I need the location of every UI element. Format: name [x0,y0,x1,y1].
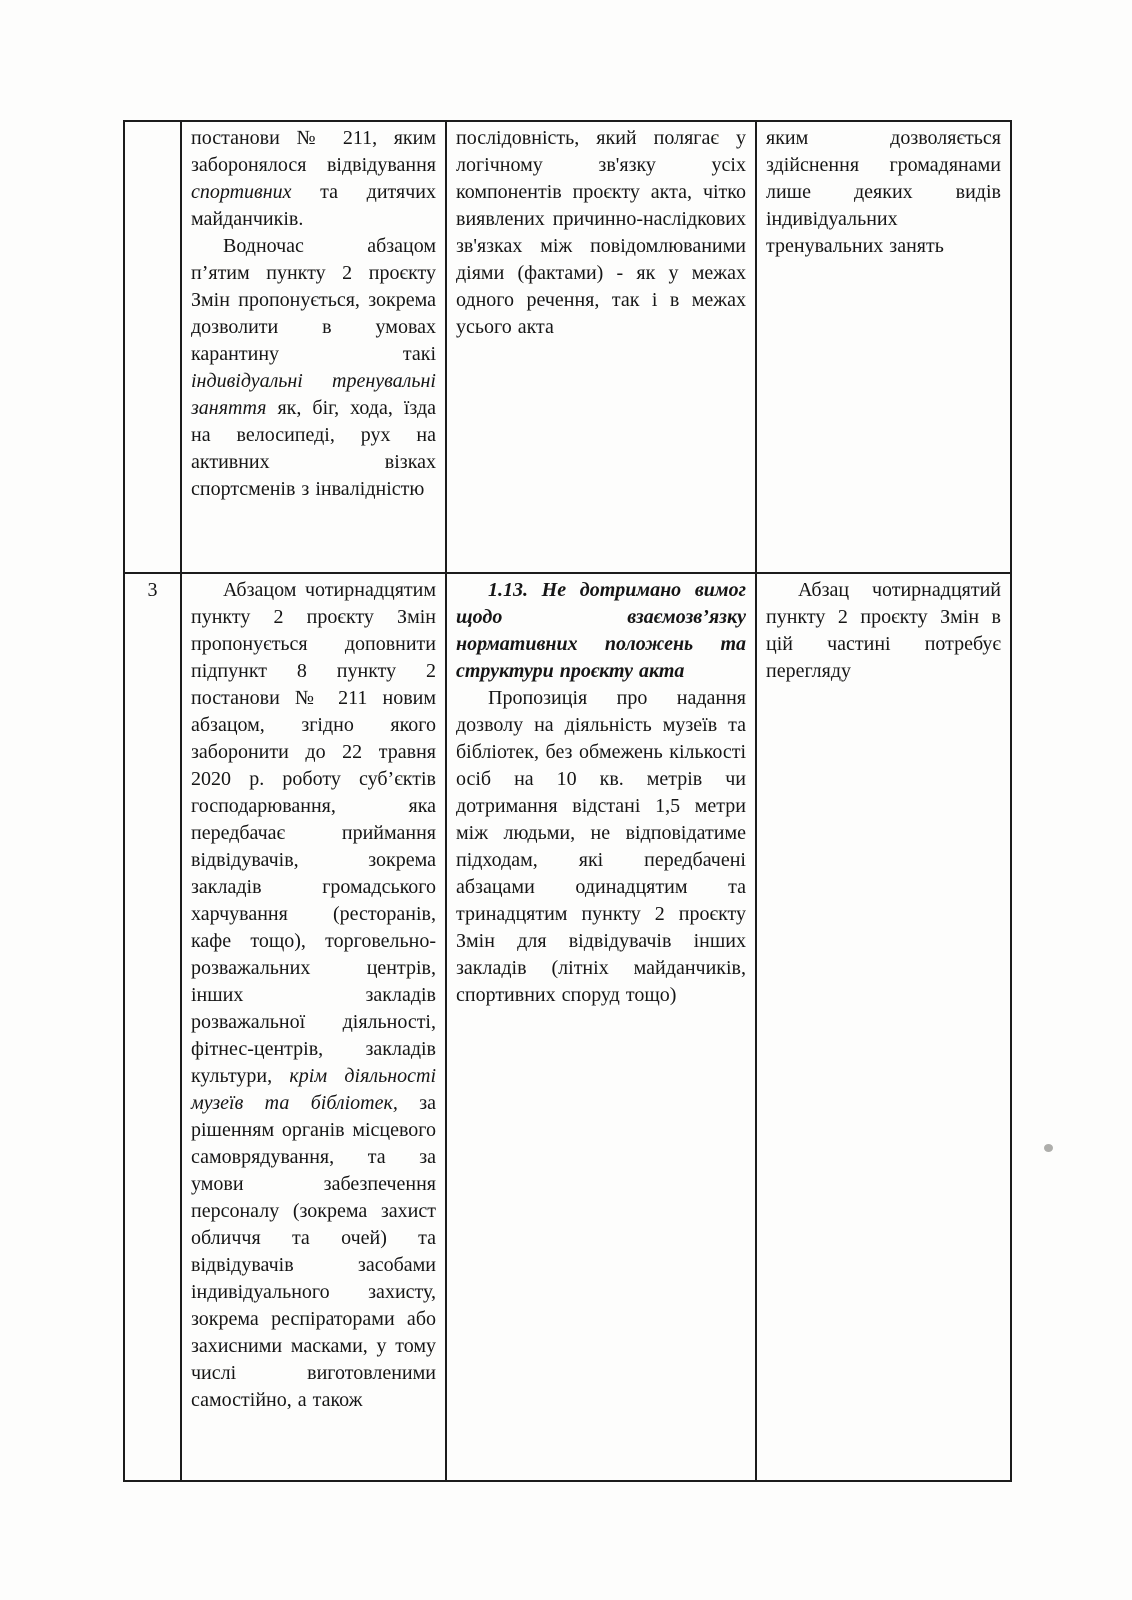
text-run: 1.13. Не дотримано вимог щодо взаємозв’язку нормативних положень та структури проєкту акта [456,579,746,682]
amendment-description-cell [181,573,446,1481]
text-run: яким дозволяється здійснення громадянами лише деяких видів індивідуальних тренувальних занять [766,127,1001,257]
text-run: послідовність, який полягає у логічному зв'язку усіх компонентів проєкту акта, чітко виявлених причинно-наслідкових зв'язках між повідомлюваними діями (фактами) - як у межах одного речення, так і в межах усього акта [456,127,746,338]
text-run: як, біг, хода, їзда на велосипеді, рух на активних візках спортсменів з інвалідністю [191,397,436,500]
text-run: спортивних [191,181,292,203]
text-run: крім діяльності музеїв та бібліотек, [191,1065,436,1114]
expert-remark-cell [446,121,756,573]
paragraph [456,125,746,341]
amendment-description-cell [181,121,446,573]
review-table [123,120,1012,1482]
row-number-cell: 3 [124,573,181,1481]
paragraph [456,685,746,1009]
paragraph [191,577,436,1414]
row-number-cell [124,121,181,573]
paragraph [191,125,436,233]
text-run: та дитячих майданчиків. [191,181,436,230]
paragraph [456,577,746,685]
text-run: за рішенням органів місцевого самоврядування, та за умови забезпечення персоналу (зокрема захист обличчя та очей) та відвідувачів засобами індивідуального захисту, зокрема респіраторами або захисними масками, у тому числі виготовленими самостійно, а також [191,1092,436,1411]
text-run: Абзац чотирнадцятий пункту 2 проєкту Змін в цій частині потребує перегляду [766,579,1001,682]
text-run: постанови № 211, яким заборонялося відвідування [191,127,436,176]
expert-remark-cell [446,573,756,1481]
paragraph [766,125,1001,260]
conclusion-cell [756,573,1011,1481]
text-run: Водночас абзацом п’ятим пункту 2 проєкту Змін пропонується, зокрема дозволити в умовах карантину такі [191,235,436,365]
paragraph [766,577,1001,685]
scan-artifact-dot [1044,1144,1053,1152]
text-run: Абзацом чотирнадцятим пункту 2 проєкту Змін пропонується доповнити підпункт 8 пункту 2 постанови № 211 новим абзацом, згідно якого заборонити до 22 травня 2020 р. роботу суб’єктів господарювання, яка передбачає приймання відвідувачів, зокрема закладів громадського харчування (ресторанів, кафе тощо), торговельно-розважальних центрів, інших закладів розважальної діяльності, фітнес-центрів, закладів культури, [191,579,436,1087]
text-run: індивідуальні тренувальні заняття [191,370,436,419]
conclusion-cell [756,121,1011,573]
table-row-item-3 [124,573,1011,1481]
table-row-continuation [124,121,1011,573]
text-run: Пропозиція про надання дозволу на діяльність музеїв та бібліотек, без обмежень кількості осіб на 10 кв. метрів чи дотримання відстані 1,5 метри між людьми, не відповідатиме підходам, які передбачені абзацами одинадцятим та тринадцятим пункту 2 проєкту Змін для відвідувачів інших закладів (літніх майданчиків, спортивних споруд тощо) [456,687,746,1006]
paragraph [191,233,436,503]
